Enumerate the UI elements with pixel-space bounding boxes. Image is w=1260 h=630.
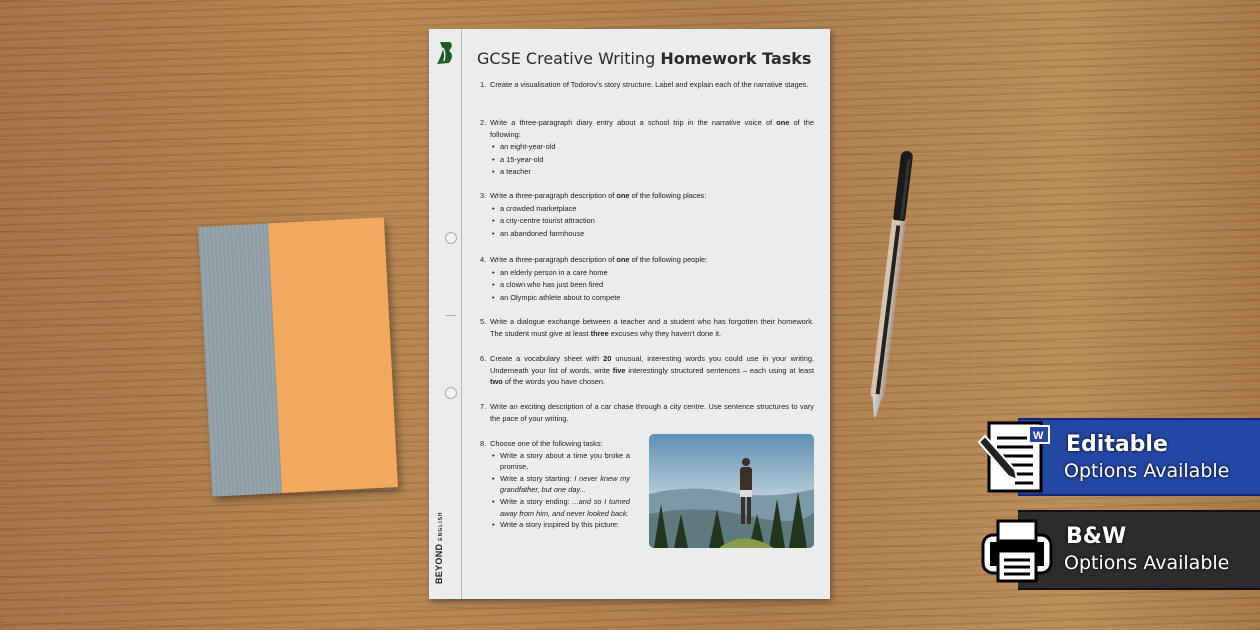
task-bullets [490, 267, 814, 304]
beyond-logo-icon [435, 41, 455, 65]
brand-name: BEYOND [434, 543, 444, 584]
task-number: 7. [480, 402, 487, 411]
punch-hole [445, 387, 457, 399]
task-item [480, 401, 814, 424]
text-segment: ...and so I turned away from him, and never looked back. [500, 496, 631, 518]
task-text [490, 254, 814, 266]
text-segment: Choose one of the following tasks: [490, 439, 603, 448]
task-text [490, 117, 814, 140]
printer-icon [980, 515, 1055, 585]
text-segment: Write an exciting description of a car chase through a city centre. Use sentence structures to vary the pace of your writing. [490, 402, 814, 423]
text-segment: of the following: [490, 118, 814, 139]
task-item [480, 353, 814, 388]
text-segment: five [612, 365, 626, 375]
text-segment: interestingly structured sentences – each using at least [625, 365, 815, 375]
brand-sub: ENGLISH [438, 511, 444, 541]
page-title [477, 49, 811, 68]
bullet-item [490, 215, 814, 227]
task-number: 2. [480, 118, 487, 127]
task-number: 3. [480, 191, 487, 200]
task-text [490, 79, 814, 91]
text-segment: Create a vocabulary sheet with [490, 354, 604, 363]
brand-wordmark [434, 511, 444, 584]
text-segment: Write a three-paragraph description of [490, 191, 617, 200]
badge-subtitle: Options Available [1064, 460, 1230, 482]
title-regular: GCSE Creative Writing [477, 49, 661, 68]
text-segment: Write a three-paragraph diary entry about a school trip in the narrative voice of [490, 118, 777, 127]
task-item [480, 254, 814, 303]
text-segment: Create a visualisation of Todorov's story structure. Label and explain each of the narrative stages. [490, 80, 809, 89]
text-segment: 20 [603, 354, 612, 363]
margin-line [461, 29, 462, 599]
text-segment: one [616, 191, 630, 200]
text-segment: one [616, 255, 630, 264]
bullet-item [490, 450, 630, 473]
text-segment: I never knew my grandfather, but one day... [500, 473, 630, 495]
bullet-item [490, 496, 630, 519]
task-number: 6. [480, 354, 487, 363]
text-segment: Write a dialogue exchange between a teacher and a student who has forgotten their homework. The student must give at least [490, 317, 814, 338]
title-bold: Homework Tasks [660, 49, 812, 68]
task-text [490, 316, 814, 339]
pen [868, 150, 915, 420]
task-text [490, 353, 814, 388]
text-segment: two [490, 377, 503, 387]
task-text [490, 438, 630, 450]
text-segment: Write a story about a time you broke a promise. [500, 450, 630, 472]
bullet-item [490, 292, 814, 304]
badge-title: Editable [1066, 432, 1168, 457]
text-segment: three [590, 328, 609, 338]
text-segment: a clown who has just been fired [500, 280, 604, 290]
task-text [490, 401, 814, 424]
notebook-cover [268, 217, 398, 493]
word-document-edit-icon [975, 420, 1055, 496]
bullet-item [490, 279, 814, 291]
bullet-item [490, 228, 814, 240]
text-segment: one [776, 118, 790, 127]
task-item [480, 190, 814, 239]
pen-tip [870, 395, 883, 418]
task-text [490, 190, 814, 202]
punch-hole [445, 232, 457, 244]
text-segment: of the following places: [629, 191, 707, 200]
bullet-item [490, 141, 814, 153]
bullet-item [490, 473, 630, 496]
bullet-item [490, 267, 814, 279]
task-number: 8. [480, 439, 487, 448]
text-segment: of the following people: [629, 255, 708, 264]
text-segment: an elderly person in a care home [500, 267, 608, 277]
text-segment: unusual, interesting words you could use in your writing. Underneath your list of words, write [490, 354, 814, 375]
bullet-item [490, 519, 630, 531]
text-segment: a teacher [500, 167, 531, 177]
badge-title: B&W [1066, 524, 1127, 549]
text-segment: excuses why they haven't done it. [608, 328, 722, 338]
text-segment: an eight-year-old [500, 142, 556, 152]
text-segment: Write a story inspired by this picture: [500, 520, 619, 530]
bullet-item [490, 154, 814, 166]
task-number: 5. [480, 317, 487, 326]
text-segment: Write a story ending: [500, 496, 573, 506]
task-number: 1. [480, 80, 487, 89]
worksheet [429, 29, 830, 599]
badge-subtitle: Options Available [1064, 552, 1230, 574]
word-letter: W [1033, 430, 1044, 442]
text-segment: an abandoned farmhouse [500, 228, 585, 238]
task-item [480, 117, 814, 178]
task-item [480, 438, 630, 531]
task-bullets [490, 450, 630, 531]
text-segment: a city-centre tourist attraction [500, 216, 595, 226]
text-segment: of the words you have chosen. [502, 377, 606, 387]
text-segment: a 15-year-old [500, 154, 544, 164]
bullet-item [490, 203, 814, 215]
task-item [480, 316, 814, 339]
bullet-item [490, 166, 814, 178]
task-bullets [490, 203, 814, 240]
notebook [198, 217, 398, 496]
text-segment: a crowded marketplace [500, 203, 577, 213]
text-segment: an Olympic athlete about to compete [500, 292, 621, 302]
text-segment: Write a three-paragraph description of [490, 255, 617, 264]
hiker-photo [649, 434, 814, 548]
text-segment: Write a story starting: [500, 473, 575, 483]
center-mark [446, 315, 456, 316]
task-item [480, 79, 814, 91]
task-bullets [490, 141, 814, 178]
task-number: 4. [480, 255, 487, 264]
